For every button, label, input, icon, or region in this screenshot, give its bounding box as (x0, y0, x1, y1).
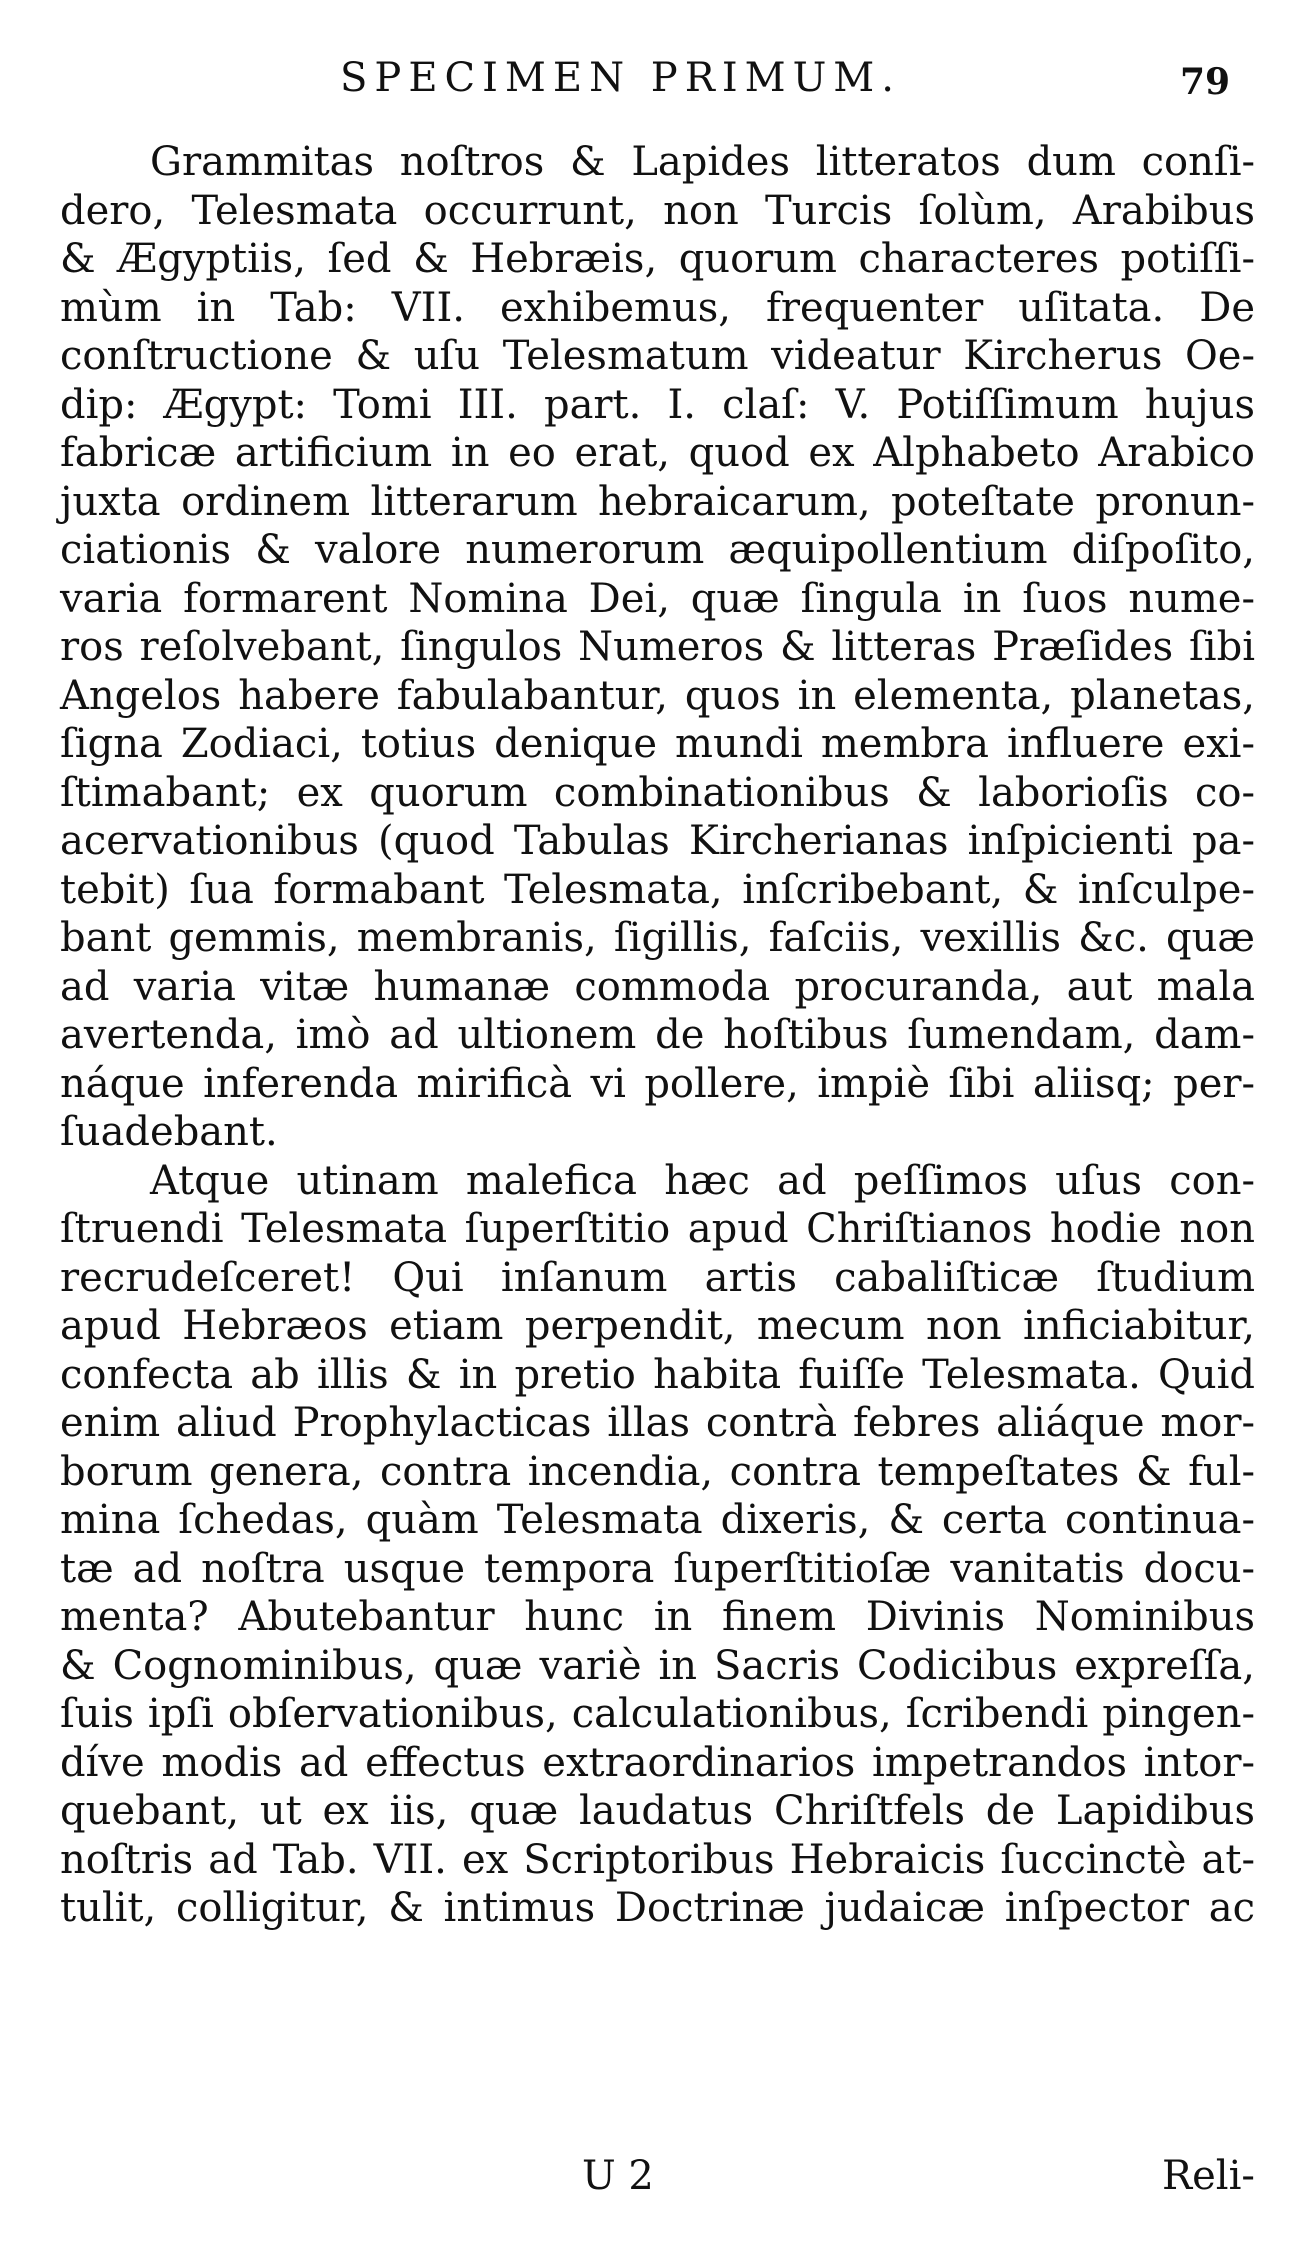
text-line: mùm in Tab: VII. exhibemus, frequenter uſitata. De (60, 284, 1255, 331)
text-line: menta? Abutebantur hunc in finem Divinis Nominibus (60, 1594, 1255, 1640)
text-line: borum genera, contra incendia, contra tempeſtates & ful- (60, 1448, 1255, 1495)
text-line: ſuadebant. (60, 1109, 278, 1155)
text-line: díve modis ad effectus extraordinarios impetrandos intor- (60, 1739, 1255, 1786)
body-text (60, 138, 1255, 1933)
text-line: enim aliud Prophylacticas illas contrà febres aliáque mor- (60, 1400, 1255, 1446)
text-line: dip: Ægypt: Tomi III. part. I. claſ: V. Potiſſimum hujus (60, 381, 1255, 428)
text-line: apud Hebræos etiam perpendit, mecum non inficiabitur, (60, 1303, 1255, 1349)
text-line: & Cognominibus, quæ variè in Sacris Codicibus expreſſa, (60, 1642, 1255, 1689)
text-line: ſtruendi Telesmata ſuperſtitio apud Chriſtianos hodie non (60, 1206, 1255, 1252)
page-footer (0, 2153, 1304, 2206)
text-line: fabricæ artificium in eo erat, quod ex Alphabeto Arabico (60, 430, 1255, 476)
text-line: conſtructione & uſu Telesmatum videatur Kircherus Oe- (60, 333, 1255, 379)
text-line: Grammitas noſtros & Lapides litteratos dum conſi- (150, 139, 1255, 185)
text-line: acervationibus (quod Tabulas Kircherianas inſpicienti pa- (60, 818, 1255, 864)
text-line: tæ ad noſtra usque tempora ſuperſtitioſæ vanitatis docu- (60, 1545, 1255, 1592)
text-line: tebit) ſua formabant Telesmata, inſcribebant, & inſculpe- (60, 866, 1255, 913)
paragraph-2 (60, 1157, 1255, 1933)
text-line: noſtris ad Tab. VII. ex Scriptoribus Hebraicis ſuccinctè at- (60, 1836, 1255, 1883)
text-line: dero, Telesmata occurrunt, non Turcis ſolùm, Arabibus (60, 187, 1255, 234)
page-number: 79 (1180, 61, 1231, 103)
text-line: ſtimabant; ex quorum combinationibus & laborioſis co- (60, 769, 1255, 816)
text-line: mina ſchedas, quàm Telesmata dixeris, & certa continua- (60, 1497, 1255, 1543)
text-line: avertenda, imò ad ultionem de hoſtibus ſumendam, dam- (60, 1012, 1255, 1058)
text-line: ad varia vitæ humanæ commoda procuranda, aut mala (60, 963, 1255, 1010)
text-line: recrudeſceret! Qui inſanum artis cabaliſticæ ſtudium (60, 1254, 1255, 1301)
signature-mark: U 2 (582, 2153, 654, 2199)
text-line: Angelos habere fabulabantur, quos in elementa, planetas, (60, 672, 1255, 719)
text-line: varia formarent Nomina Dei, quæ ſingula in ſuos nume- (60, 575, 1255, 622)
catchword: Reli- (1162, 2153, 1255, 2199)
text-line: Atque utinam malefica hæc ad peſſimos uſus con- (150, 1157, 1255, 1204)
text-line: ros reſolvebant, ſingulos Numeros & litteras Præſides ſibi (60, 624, 1255, 670)
text-line: ciationis & valore numerorum æquipollentium diſpoſito, (60, 527, 1255, 573)
text-line: confecta ab illis & in pretio habita fuiſſe Telesmata. Quid (60, 1351, 1255, 1398)
text-line: juxta ordinem litterarum hebraicarum, poteſtate pronun- (60, 478, 1255, 525)
text-line: tulit, colligitur, & intimus Doctrinæ judaicæ inſpector ac (60, 1885, 1255, 1931)
text-line: ſuis ipſi obſervationibus, calculationibus, ſcribendi pingen- (60, 1691, 1255, 1737)
running-head: SPECIMEN PRIMUM. (340, 55, 901, 101)
text-line: bant gemmis, membranis, ſigillis, faſciis, vexillis &c. quæ (60, 915, 1255, 961)
text-line: quebant, ut ex iis, quæ laudatus Chriſtfels de Lapidibus (60, 1788, 1255, 1834)
text-line: & Ægyptiis, ſed & Hebræis, quorum characteres potiſſi- (60, 236, 1255, 282)
text-line: ſigna Zodiaci, totius denique mundi membra influere exi- (60, 721, 1255, 767)
paragraph-1 (60, 138, 1255, 1157)
text-line: náque inferenda mirificà vi pollere, impiè ſibi aliisq; per- (60, 1060, 1255, 1107)
